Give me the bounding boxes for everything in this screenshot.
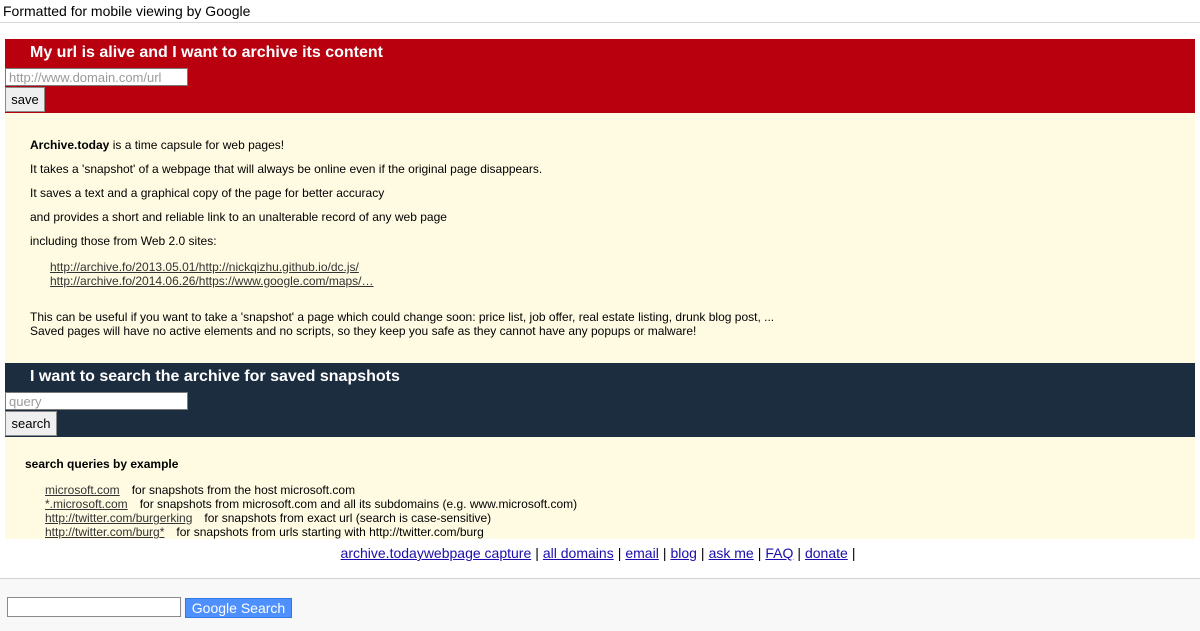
footer-link-ask-me[interactable]: ask me	[708, 545, 754, 561]
intro-line-1	[30, 138, 284, 152]
google-search-bar	[0, 578, 1200, 631]
query-example-desc: for snapshots from urls starting with http://twitter.com/burg	[176, 525, 484, 539]
footer-separator: |	[757, 545, 762, 561]
query-example-link[interactable]: microsoft.com	[45, 483, 120, 497]
query-example-row	[45, 511, 491, 525]
query-example-row	[45, 525, 484, 539]
save-button[interactable]: save	[5, 87, 45, 112]
intro-line-4: and provides a short and reliable link to an unalterable record of any web page	[30, 210, 447, 224]
footer-separator: |	[851, 545, 856, 561]
footer-link-faq[interactable]: FAQ	[765, 545, 794, 561]
search-button[interactable]: search	[5, 411, 57, 436]
archive-panel-title: My url is alive and I want to archive its content	[30, 44, 383, 61]
example-link-2[interactable]: http://archive.fo/2014.06.26/https://www.google.com/maps/…	[50, 274, 374, 288]
intro-line-3: It saves a text and a graphical copy of the page for better accuracy	[30, 186, 385, 200]
footer-link-blog[interactable]: blog	[670, 545, 697, 561]
query-example-desc: for snapshots from exact url (search is case-sensitive)	[204, 511, 492, 525]
url-input[interactable]	[5, 68, 188, 86]
google-search-button[interactable]: Google Search	[185, 598, 292, 618]
footer-separator: |	[535, 545, 539, 561]
transcoder-banner: Formatted for mobile viewing by Google	[0, 0, 1200, 23]
archive-url-panel	[5, 39, 1195, 113]
intro-line-1-text: is a time capsule for web pages!	[109, 138, 285, 152]
intro-line-2: It takes a 'snapshot' of a webpage that will always be online even if the original page disappears.	[30, 162, 543, 176]
footer-link-donate[interactable]: donate	[804, 545, 848, 561]
useful-line-1: This can be useful if you want to take a 'snapshot' a page which could change soon: price list, job offer, real estate listing, drunk blog post, ...	[30, 310, 775, 324]
query-example-desc: for snapshots from the host microsoft.com	[131, 483, 356, 497]
footer-separator: |	[662, 545, 667, 561]
footer-nav	[0, 544, 1200, 562]
query-example-row	[45, 497, 577, 511]
query-example-desc: for snapshots from microsoft.com and all its subdomains (e.g. www.microsoft.com)	[139, 497, 578, 511]
useful-line-2: Saved pages will have no active elements and no scripts, so they keep you safe as they cannot have any popups or malware!	[30, 324, 697, 338]
query-example-link[interactable]: *.microsoft.com	[45, 497, 128, 511]
footer-link-email[interactable]: email	[625, 545, 659, 561]
google-search-input[interactable]	[7, 597, 181, 617]
footer-link-all-domains[interactable]: all domains	[542, 545, 614, 561]
footer-link-home[interactable]: archive.todaywebpage capture	[340, 545, 532, 561]
brand-name: Archive.today	[30, 138, 110, 152]
example-link-1[interactable]: http://archive.fo/2013.05.01/http://nickqizhu.github.io/dc.js/	[50, 260, 359, 274]
footer-separator: |	[700, 545, 705, 561]
intro-panel	[5, 113, 1195, 363]
footer-separator: |	[617, 545, 622, 561]
query-example-row	[45, 483, 355, 497]
intro-line-5: including those from Web 2.0 sites:	[30, 234, 217, 248]
search-panel-title: I want to search the archive for saved snapshots	[30, 368, 400, 385]
query-example-link[interactable]: http://twitter.com/burg*	[45, 525, 165, 539]
query-example-link[interactable]: http://twitter.com/burgerking	[45, 511, 193, 525]
search-archive-panel	[5, 363, 1195, 437]
footer-separator: |	[797, 545, 801, 561]
search-input[interactable]	[5, 392, 188, 410]
query-examples-heading: search queries by example	[25, 457, 179, 471]
query-examples-panel	[5, 437, 1195, 539]
